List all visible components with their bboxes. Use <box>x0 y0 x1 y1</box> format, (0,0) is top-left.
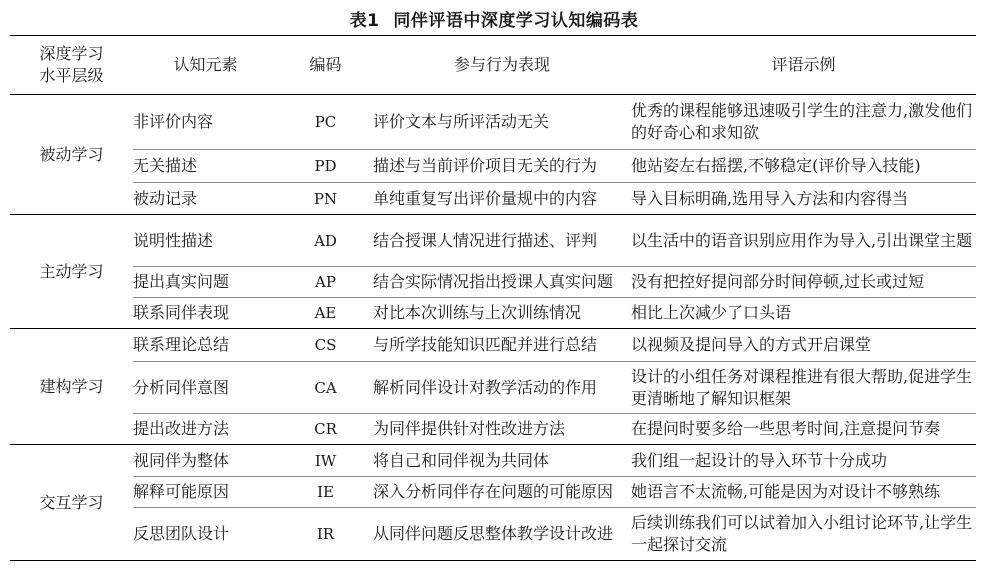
level-cell: 被动学习 <box>10 95 133 215</box>
element-cell: 说明性描述 <box>133 215 278 267</box>
table-caption <box>0 6 988 31</box>
element-cell: 反思团队设计 <box>133 508 278 561</box>
code-cell: CA <box>278 362 373 414</box>
element-cell: 提出真实问题 <box>133 267 278 298</box>
example-cell: 相比上次减少了口头语 <box>631 298 976 329</box>
example-cell: 我们组一起设计的导入环节十分成功 <box>631 445 976 477</box>
code-cell: AE <box>278 298 373 329</box>
example-cell: 设计的小组任务对课程推进有很大帮助,促进学生更清晰地了解知识框架 <box>631 362 976 414</box>
header-level: 深度学习 水平层级 <box>10 36 133 95</box>
code-cell: PD <box>278 150 373 183</box>
table-row <box>10 445 976 477</box>
table-number: 表1 <box>349 11 380 31</box>
element-cell: 联系理论总结 <box>133 329 278 362</box>
table-title: 同伴评语中深度学习认知编码表 <box>393 11 639 31</box>
table-row <box>10 150 976 183</box>
element-cell: 联系同伴表现 <box>133 298 278 329</box>
example-cell: 优秀的课程能够迅速吸引学生的注意力,激发他们的好奇心和求知欲 <box>631 95 976 150</box>
behavior-cell: 与所学技能知识匹配并进行总结 <box>373 329 631 362</box>
table-row <box>10 95 976 150</box>
example-cell: 没有把控好提问部分时间停顿,过长或过短 <box>631 267 976 298</box>
level-cell: 建构学习 <box>10 329 133 445</box>
header-behavior: 参与行为表现 <box>373 36 631 95</box>
table-row <box>10 215 976 267</box>
header-example: 评语示例 <box>631 36 976 95</box>
code-cell: IW <box>278 445 373 477</box>
header-code: 编码 <box>278 36 373 95</box>
example-cell: 后续训练我们可以试着加入小组讨论环节,让学生一起探讨交流 <box>631 508 976 561</box>
code-cell: CR <box>278 414 373 445</box>
behavior-cell: 结合实际情况指出授课人真实问题 <box>373 267 631 298</box>
behavior-cell: 结合授课人情况进行描述、评判 <box>373 215 631 267</box>
behavior-cell: 评价文本与所评活动无关 <box>373 95 631 150</box>
header-row <box>10 36 976 95</box>
element-cell: 非评价内容 <box>133 95 278 150</box>
example-cell: 他站姿左右摇摆,不够稳定(评价导入技能) <box>631 150 976 183</box>
element-cell: 被动记录 <box>133 183 278 215</box>
code-cell: PC <box>278 95 373 150</box>
table-row <box>10 508 976 561</box>
example-cell: 以生活中的语音识别应用作为导入,引出课堂主题 <box>631 215 976 267</box>
table-row <box>10 298 976 329</box>
example-cell: 以视频及提问导入的方式开启课堂 <box>631 329 976 362</box>
behavior-cell: 单纯重复写出评价量规中的内容 <box>373 183 631 215</box>
element-cell: 无关描述 <box>133 150 278 183</box>
behavior-cell: 对比本次训练与上次训练情况 <box>373 298 631 329</box>
code-cell: AD <box>278 215 373 267</box>
table-row <box>10 329 976 362</box>
element-cell: 视同伴为整体 <box>133 445 278 477</box>
element-cell: 分析同伴意图 <box>133 362 278 414</box>
header-element: 认知元素 <box>133 36 278 95</box>
cognitive-coding-table <box>10 35 976 561</box>
level-cell: 交互学习 <box>10 445 133 561</box>
behavior-cell: 将自己和同伴视为共同体 <box>373 445 631 477</box>
table-row <box>10 362 976 414</box>
code-cell: IR <box>278 508 373 561</box>
element-cell: 解释可能原因 <box>133 477 278 508</box>
behavior-cell: 解析同伴设计对教学活动的作用 <box>373 362 631 414</box>
example-cell: 在提问时要多给一些思考时间,注意提问节奏 <box>631 414 976 445</box>
element-cell: 提出改进方法 <box>133 414 278 445</box>
example-cell: 她语言不太流畅,可能是因为对设计不够熟练 <box>631 477 976 508</box>
code-cell: PN <box>278 183 373 215</box>
table-row <box>10 183 976 215</box>
table-row <box>10 477 976 508</box>
behavior-cell: 为同伴提供针对性改进方法 <box>373 414 631 445</box>
table-row <box>10 414 976 445</box>
behavior-cell: 从同伴问题反思整体教学设计改进 <box>373 508 631 561</box>
code-cell: AP <box>278 267 373 298</box>
behavior-cell: 描述与当前评价项目无关的行为 <box>373 150 631 183</box>
code-cell: IE <box>278 477 373 508</box>
example-cell: 导入目标明确,选用导入方法和内容得当 <box>631 183 976 215</box>
table-row <box>10 267 976 298</box>
level-cell: 主动学习 <box>10 215 133 329</box>
behavior-cell: 深入分析同伴存在问题的可能原因 <box>373 477 631 508</box>
code-cell: CS <box>278 329 373 362</box>
